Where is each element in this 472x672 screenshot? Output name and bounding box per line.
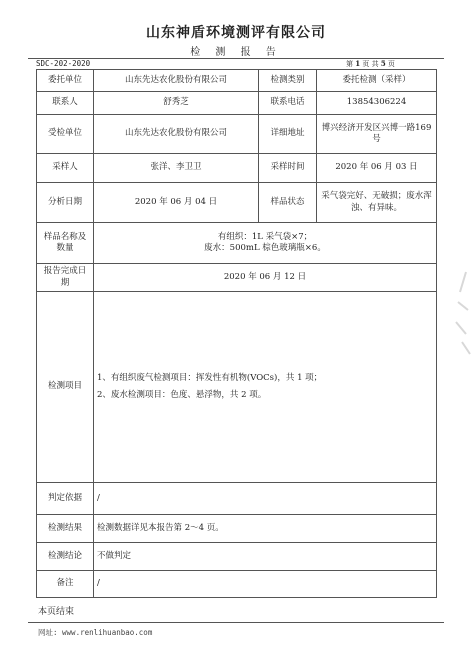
website-url: 网址: www.renlihuanbao.com — [38, 628, 153, 637]
seal-edge-mark — [452, 262, 472, 382]
footer-divider — [28, 622, 444, 623]
table-row — [37, 292, 437, 483]
sample-line-1: 有组织：1L 采气袋×7； — [217, 231, 313, 242]
sampler-value: 张洋、李卫卫 — [94, 154, 259, 183]
sampler-label: 采样人 — [37, 154, 94, 183]
sample-name-label: 样品名称及数量 — [37, 223, 94, 264]
items-line-2: 2、废水检测项目：色度、悬浮物，共 2 项。 — [97, 389, 267, 400]
table-row — [37, 571, 437, 598]
table-row — [37, 483, 437, 515]
seal-edge-icon — [452, 262, 472, 382]
basis-value: / — [94, 483, 437, 515]
page-current: 1 — [355, 59, 361, 68]
page-mid: 页 共 — [362, 60, 379, 68]
sample-status-value: 采气袋完好、无破损；废水浑浊、有异味。 — [317, 183, 437, 223]
result-label: 检测结果 — [37, 515, 94, 543]
page-suffix: 页 — [387, 60, 395, 68]
report-date-label: 报告完成日期 — [37, 264, 94, 292]
analysis-date-value: 2020 年 06 月 04 日 — [94, 183, 259, 223]
remarks-label: 备注 — [37, 571, 94, 598]
result-value: 检测数据详见本报告第 2～4 页。 — [94, 515, 437, 543]
page-total: 5 — [380, 59, 386, 68]
sample-status-label: 样品状态 — [259, 183, 317, 223]
table-row — [37, 70, 437, 92]
table-row — [37, 154, 437, 183]
phone-value: 13854306224 — [317, 92, 437, 115]
inspected-unit-value: 山东先达农化股份有限公司 — [94, 115, 259, 154]
contact-value: 舒秀芝 — [94, 92, 259, 115]
sampling-time-value: 2020 年 06 月 03 日 — [317, 154, 437, 183]
page-prefix: 第 — [346, 60, 353, 68]
test-type-value: 委托检测（采样） — [317, 70, 437, 92]
phone-label: 联系电话 — [259, 92, 317, 115]
items-label: 检测项目 — [37, 292, 94, 483]
report-subtitle: 检 测 报 告 — [190, 47, 282, 58]
inspected-unit-label: 受检单位 — [37, 115, 94, 154]
sampling-time-label: 采样时间 — [259, 154, 317, 183]
page-end-note: 本页结束 — [38, 607, 75, 617]
table-row — [37, 92, 437, 115]
address-label: 详细地址 — [259, 115, 317, 154]
sample-name-value — [94, 223, 437, 264]
items-line-1: 1、有组织废气检测项目：挥发性有机物(VOCs)，共 1 项； — [97, 373, 323, 384]
document-number: SDC-202-2020 — [36, 59, 91, 68]
table-row — [37, 264, 437, 292]
contact-label: 联系人 — [37, 92, 94, 115]
conclusion-value: 不做判定 — [94, 543, 437, 571]
table-row — [37, 115, 437, 154]
basis-label: 判定依据 — [37, 483, 94, 515]
test-type-label: 检测类别 — [259, 70, 317, 92]
table-row — [37, 515, 437, 543]
client-value: 山东先达农化股份有限公司 — [94, 70, 259, 92]
analysis-date-label: 分析日期 — [37, 183, 94, 223]
report-date-value: 2020 年 06 月 12 日 — [94, 264, 437, 292]
page-indicator — [346, 59, 395, 69]
remarks-value: / — [94, 571, 437, 598]
table-row — [37, 223, 437, 264]
table-row — [37, 543, 437, 571]
address-value: 博兴经济开发区兴博一路169号 — [317, 115, 437, 154]
sample-line-2: 废水：500mL 棕色玻璃瓶×6。 — [204, 243, 326, 253]
table-row — [37, 183, 437, 223]
conclusion-label: 检测结论 — [37, 543, 94, 571]
report-info-table — [36, 69, 437, 598]
client-label: 委托单位 — [37, 70, 94, 92]
items-value — [94, 292, 437, 483]
company-name: 山东神盾环境测评有限公司 — [146, 25, 326, 41]
